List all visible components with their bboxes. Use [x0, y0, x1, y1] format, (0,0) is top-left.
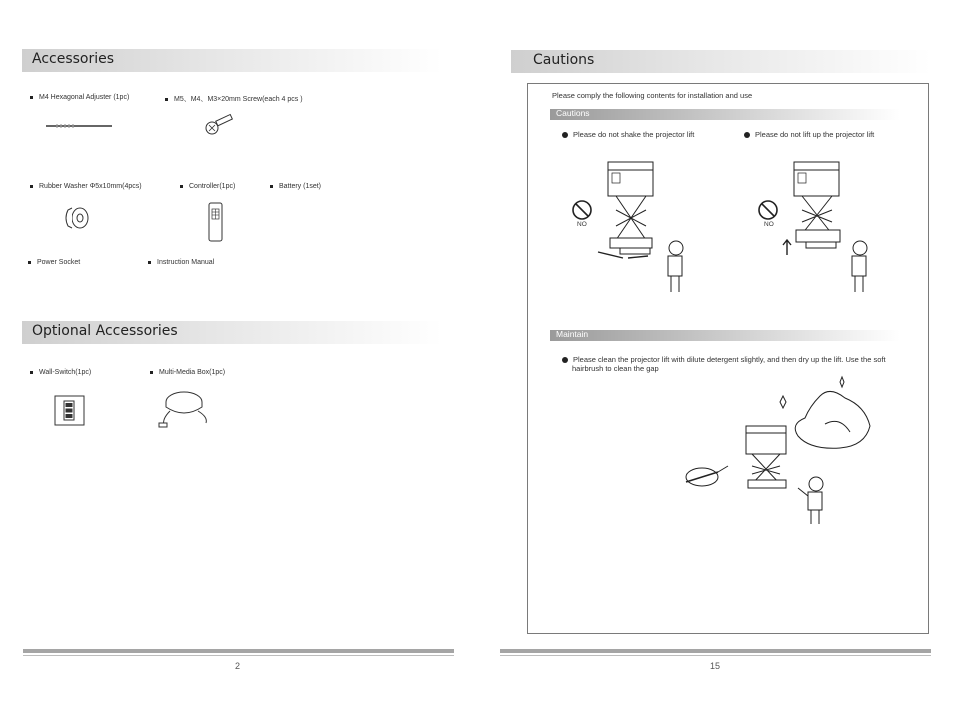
- left-footer-rule: [23, 649, 454, 653]
- item-power-socket: Power Socket: [28, 259, 80, 266]
- maintain-subtitle: Maintain: [556, 329, 589, 339]
- item-adjuster: M4 Hexagonal Adjuster (1pc): [30, 94, 129, 101]
- intro-text: Please comply the following contents for installation and use: [552, 91, 753, 100]
- bullet-icon: [562, 357, 568, 363]
- shake-lift-illustration: [568, 160, 698, 295]
- item-wall-switch: Wall-Switch(1pc): [30, 369, 91, 376]
- bullet-icon: [150, 371, 153, 374]
- maintenance-illustration: [680, 376, 880, 526]
- bullet-icon: [30, 371, 33, 374]
- wall-switch-icon: [54, 395, 86, 427]
- bullet-icon: [180, 185, 183, 188]
- item-screw: M5、M4、M3×20mm Screw(each 4 pcs ): [165, 94, 303, 104]
- remote-controller-icon: [208, 202, 224, 242]
- item-controller: Controller(1pc): [180, 183, 235, 190]
- accessories-header-bar: [22, 49, 442, 72]
- cautions-header-bar: [511, 50, 931, 73]
- optional-header-bar: [22, 321, 442, 344]
- left-footer-rule-thin: [23, 655, 454, 656]
- right-footer-rule: [500, 649, 931, 653]
- bullet-icon: [148, 261, 151, 264]
- cautions-subtitle: Cautions: [556, 108, 590, 118]
- no-label-2: NO: [764, 221, 774, 228]
- bullet-icon: [165, 98, 168, 101]
- bullet-icon: [270, 185, 273, 188]
- maintain-text-line-1: Please clean the projector lift with dilute detergent slightly, and then dry up the lift. Use the soft: [562, 355, 886, 364]
- optional-accessories-title: Optional Accessories: [32, 323, 178, 339]
- item-battery: Battery (1set): [270, 183, 321, 190]
- maintain-text-line-2: hairbrush to clean the gap: [572, 364, 659, 373]
- cautions-subheader: [550, 109, 900, 120]
- accessories-title: Accessories: [32, 51, 115, 67]
- item-washer: Rubber Washer Φ5x10mm(4pcs): [30, 183, 142, 190]
- left-page-number: 2: [235, 661, 241, 671]
- bullet-icon: [30, 185, 33, 188]
- bullet-icon: [562, 132, 568, 138]
- rubber-washer-icon: [64, 206, 90, 230]
- right-page-number: 15: [710, 661, 721, 671]
- right-footer-rule-thin: [500, 655, 931, 656]
- bullet-icon: [30, 96, 33, 99]
- bullet-icon: [28, 261, 31, 264]
- item-media-box: Multi-Media Box(1pc): [150, 369, 225, 376]
- maintain-subheader: [550, 330, 900, 341]
- screw-icon: [204, 116, 236, 136]
- multimedia-box-icon: [156, 387, 212, 431]
- cautions-title: Cautions: [533, 52, 595, 68]
- no-label-1: NO: [577, 221, 587, 228]
- bullet-icon: [744, 132, 750, 138]
- caution-2: Please do not lift up the projector lift: [744, 130, 874, 139]
- hex-adjuster-icon: [46, 122, 116, 130]
- item-manual: Instruction Manual: [148, 259, 214, 266]
- caution-1: Please do not shake the projector lift: [562, 130, 694, 139]
